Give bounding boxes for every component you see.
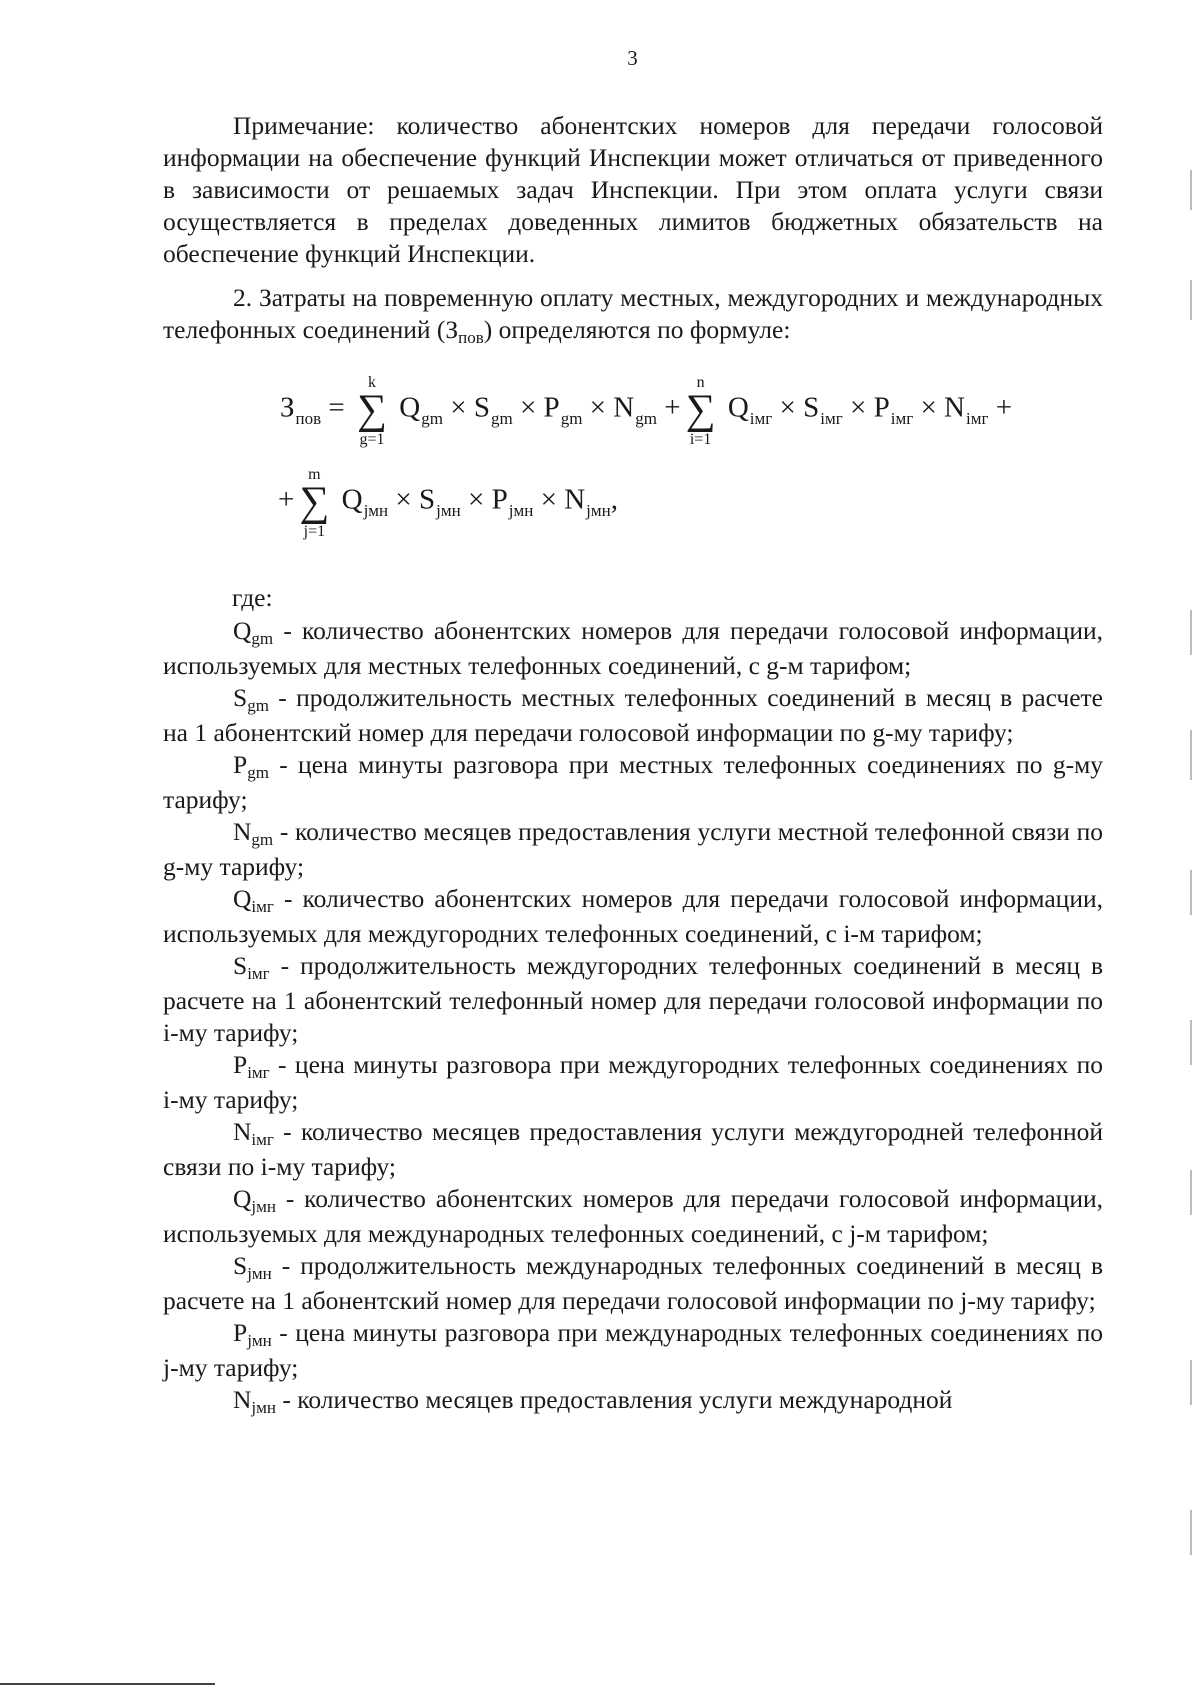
term-q-gm-sub: gm — [421, 408, 443, 428]
definition-symbol-sub: iмг — [251, 1130, 274, 1149]
definition-item — [163, 1250, 1103, 1317]
definition-text: - количество месяцев предоставления услуги междугородней телефонной связи по i-му тарифу; — [163, 1117, 1103, 1181]
times-sign: × — [849, 391, 867, 424]
paragraph-2-before: 2. Затраты на повременную оплату местных, междугородних и международных телефонных соединений (З — [163, 283, 1103, 344]
sum-2-sigma: ∑ — [685, 387, 716, 433]
paragraph-2-text — [163, 282, 1103, 349]
definition-symbol-sub: iмг — [247, 964, 270, 983]
definition-text: - цена минуты разговора при местных телефонных соединениях по g-му тарифу; — [163, 750, 1103, 814]
times-sign: × — [450, 391, 467, 424]
definition-symbol: P — [233, 1050, 248, 1079]
term-p-jmn: P — [491, 483, 508, 516]
term-p-img: P — [873, 391, 890, 424]
definition-symbol: N — [233, 1117, 252, 1146]
definition-symbol: S — [233, 951, 248, 980]
definition-symbol: Q — [233, 1184, 252, 1213]
definition-symbol: Q — [233, 884, 252, 913]
sum-1-upper: k — [368, 374, 377, 391]
term-s-img-sub: iмг — [820, 408, 843, 428]
margin-mark — [1190, 1020, 1192, 1065]
sum-1-lower: g=1 — [359, 431, 385, 448]
definition-text: - количество месяцев предоставления услуги международной — [276, 1385, 953, 1414]
footer-rule — [0, 1683, 215, 1685]
term-q-img-sub: iмг — [749, 408, 773, 428]
term-q-jmn-sub: jмн — [363, 500, 389, 520]
margin-mark — [1190, 870, 1192, 915]
sum-3-sigma: ∑ — [299, 479, 330, 525]
term-n-jmn-sub: jмн — [586, 500, 611, 520]
definition-symbol: N — [233, 817, 252, 846]
term-p-img-sub: iмг — [890, 408, 914, 428]
definition-symbol-sub: gm — [247, 763, 269, 782]
definition-item — [163, 682, 1103, 749]
definition-item — [163, 883, 1103, 950]
definition-text: - цена минуты разговора при международных телефонных соединениях по j-му тарифу; — [163, 1318, 1103, 1382]
sum-2-lower: i=1 — [689, 431, 712, 448]
term-p-gm-sub: gm — [560, 408, 583, 428]
definition-text: - цена минуты разговора при междугородних телефонных соединениях по i-му тарифу; — [163, 1050, 1103, 1114]
plus-sign: + — [278, 483, 295, 516]
term-n-img-sub: iмг — [966, 408, 989, 428]
definition-symbol: Q — [233, 616, 252, 645]
definition-symbol-sub: iмг — [251, 897, 274, 916]
formula-equals: = — [328, 391, 345, 424]
note-paragraph — [163, 110, 1103, 270]
definition-item — [163, 1049, 1103, 1116]
plus-sign: + — [664, 391, 681, 424]
sum-2-upper: n — [696, 374, 705, 391]
margin-mark — [1190, 610, 1192, 655]
formula-comma: , — [610, 483, 618, 516]
page-number: 3 — [627, 46, 638, 70]
margin-mark — [1190, 170, 1192, 210]
term-n-gm: N — [613, 391, 635, 424]
times-sign: × — [920, 391, 937, 424]
definition-symbol-sub: iмг — [247, 1063, 270, 1082]
term-n-gm-sub: gm — [635, 408, 657, 428]
definition-item — [163, 1183, 1103, 1250]
definition-item — [163, 749, 1103, 816]
definition-item — [163, 950, 1103, 1049]
term-s-gm: S — [473, 391, 490, 424]
times-sign: × — [589, 391, 607, 424]
term-q-gm: Q — [399, 391, 421, 424]
definition-symbol: N — [233, 1385, 252, 1414]
margin-mark — [1190, 1170, 1192, 1215]
times-sign: × — [395, 483, 412, 516]
term-s-img: S — [803, 391, 820, 424]
sum-sign-2 — [681, 374, 721, 448]
definition-text: - продолжительность междугородних телефонных соединений в месяц в расчете на 1 абонентский телефонный номер для передачи голосовой информации по i-му тарифу; — [163, 951, 1103, 1047]
term-q-jmn: Q — [341, 483, 363, 516]
definition-symbol-sub: jмн — [251, 1197, 277, 1216]
times-sign: × — [540, 483, 557, 516]
definitions-list — [163, 615, 1103, 1419]
note-text: Примечание: количество абонентских номеров для передачи голосовой информации на обеспечение функций Инспекции может отличаться от приведенного в зависимости от решаемых задач Инспекции. При этом оплата услуги связи осуществляется в пределах доведенных лимитов бюджетных обязательств на обеспечение функций Инспекции. — [163, 111, 1103, 268]
definition-symbol: P — [233, 750, 248, 779]
definition-text: - количество абонентских номеров для передачи голосовой информации, используемых для местных телефонных соединений, с g-м тарифом; — [163, 616, 1103, 680]
definition-symbol-sub: gm — [251, 830, 274, 849]
term-s-jmn: S — [419, 483, 436, 516]
formula-line-1 — [280, 374, 1013, 448]
definition-symbol: S — [233, 1251, 248, 1280]
formula-lhs: З — [280, 391, 295, 424]
definition-symbol: S — [233, 683, 248, 712]
sum-sign-3 — [294, 466, 334, 540]
margin-mark — [1190, 1510, 1192, 1555]
paragraph-2-after: ) определяются по формуле: — [483, 315, 791, 344]
definition-item — [163, 816, 1103, 883]
term-s-jmn-sub: jмн — [436, 500, 461, 520]
sum-sign-1 — [352, 374, 392, 448]
definition-symbol: P — [233, 1318, 248, 1347]
plus-sign: + — [995, 391, 1013, 424]
definition-symbol-sub: jмн — [247, 1331, 272, 1350]
definition-text: - количество месяцев предоставления услуги местной телефонной связи по g-му тарифу; — [163, 817, 1103, 881]
formula-lhs-sub: пов — [295, 408, 322, 428]
definition-symbol-sub: jмн — [251, 1398, 277, 1417]
term-n-img: N — [944, 391, 965, 424]
times-sign: × — [779, 391, 796, 424]
sum-3-lower: j=1 — [303, 523, 326, 540]
times-sign: × — [468, 483, 485, 516]
formula-line-2 — [278, 466, 618, 540]
term-n-jmn: N — [564, 483, 586, 516]
definition-item — [163, 1116, 1103, 1183]
definition-symbol-sub: jмн — [247, 1264, 272, 1283]
term-p-jmn-sub: jмн — [508, 500, 534, 520]
paragraph-2 — [163, 282, 1103, 349]
paragraph-2-sub: пов — [458, 328, 484, 347]
sum-3-upper: m — [308, 466, 321, 483]
definition-text: - количество абонентских номеров для передачи голосовой информации, используемых для междугородних телефонных соединений, с i-м тарифом; — [163, 884, 1103, 948]
definition-text: - продолжительность местных телефонных соединений в месяц в расчете на 1 абонентский номер для передачи голосовой информации по g-му тарифу; — [163, 683, 1103, 747]
definition-item — [163, 1384, 1103, 1419]
where-label: где: — [232, 583, 273, 612]
definition-item — [163, 615, 1103, 682]
definition-symbol-sub: gm — [251, 629, 274, 648]
margin-mark — [1190, 1360, 1192, 1405]
definition-text: - продолжительность международных телефонных соединений в месяц в расчете на 1 абонентский номер для передачи голосовой информации по j-му тарифу; — [163, 1251, 1103, 1315]
margin-mark — [1190, 280, 1192, 320]
term-q-img: Q — [727, 391, 749, 424]
times-sign: × — [519, 391, 537, 424]
definition-symbol-sub: gm — [247, 696, 269, 715]
term-s-gm-sub: gm — [490, 408, 513, 428]
margin-mark — [1190, 730, 1192, 780]
term-p-gm: P — [543, 391, 560, 424]
definition-text: - количество абонентских номеров для передачи голосовой информации, используемых для международных телефонных соединений, с j-м тарифом; — [163, 1184, 1103, 1248]
sum-1-sigma: ∑ — [357, 387, 387, 433]
definition-item — [163, 1317, 1103, 1384]
